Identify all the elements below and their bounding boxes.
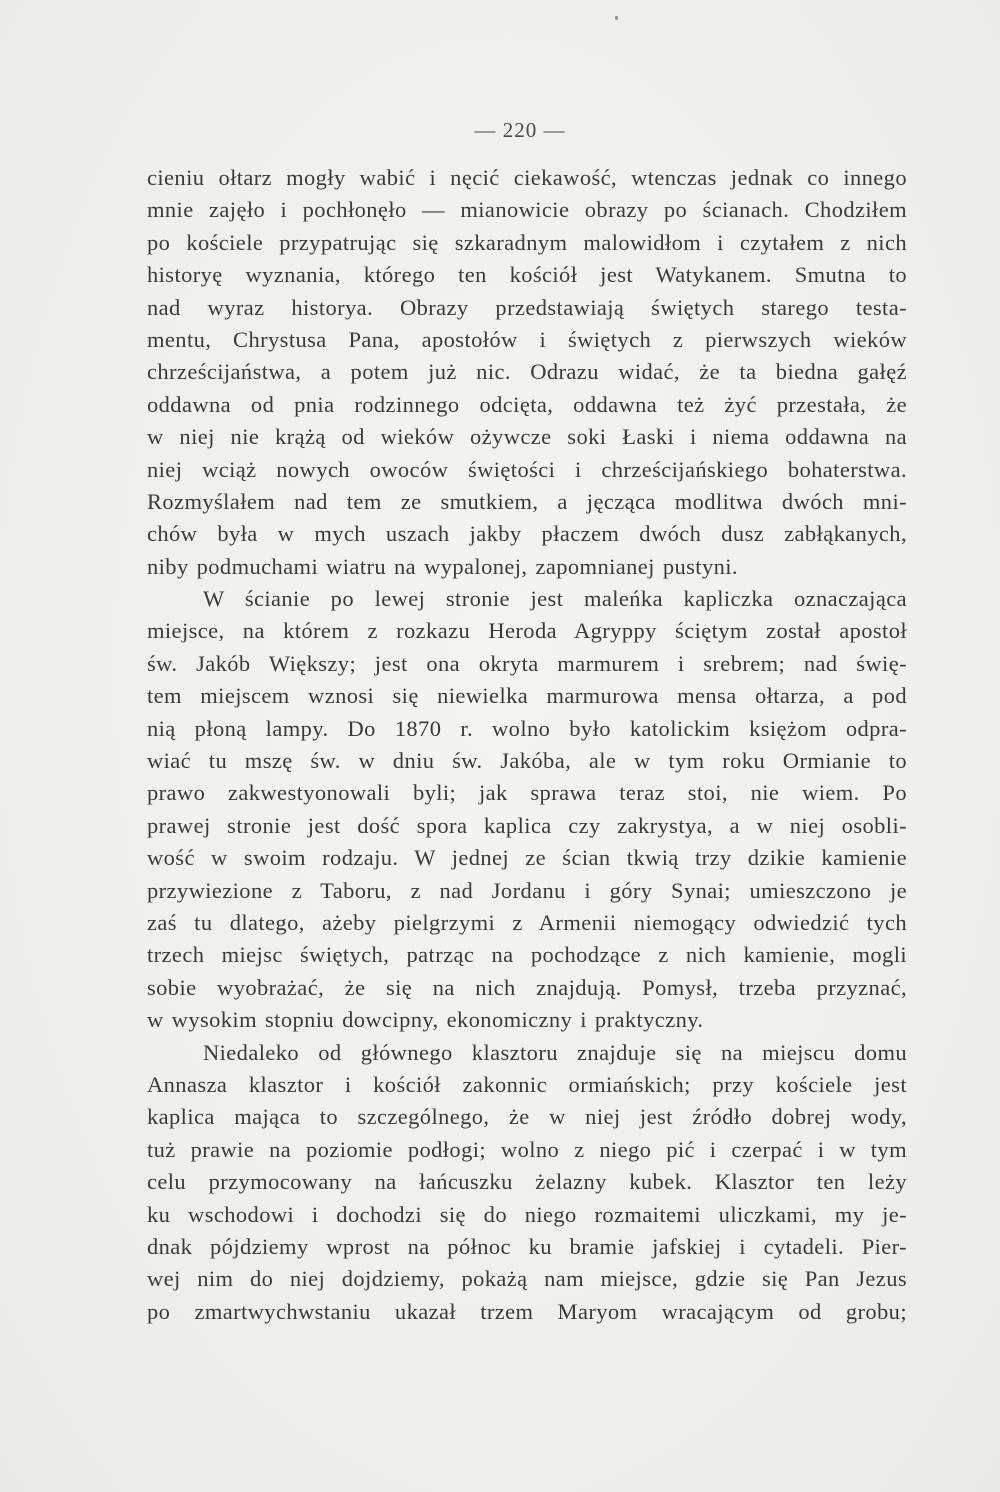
text-line: wej nim do niej dojdziemy, pokażą nam miejsce, gdzie się Pan Jezus: [147, 1266, 907, 1292]
text-line: św. Jakób Większy; jest ona okryta marmurem i srebrem; nad świę-: [147, 650, 907, 676]
text-line: po kościele przypatrując się szkaradnym malowidłom i czytałem z nich: [147, 229, 907, 255]
text-line: trzech miejsc świętych, patrząc na pochodzące z nich kamienie, mogli: [147, 942, 907, 968]
text-line: sobie wyobrażać, że się na nich znajdują. Pomysł, trzeba przyznać,: [147, 974, 907, 1000]
text-line: ku wschodowi i dochodzi się do niego rozmaitemi uliczkami, my je-: [147, 1201, 907, 1227]
text-line: W ścianie po lewej stronie jest maleńka kapliczka oznaczająca: [203, 586, 907, 612]
text-line: tuż prawie na poziomie podłogi; wolno z niego pić i czerpać i w tym: [147, 1136, 907, 1162]
text-line: nad wyraz historya. Obrazy przedstawiają świętych starego testa-: [147, 294, 907, 320]
text-line: dnak pójdziemy wprost na północ ku bramie jafskiej i cytadeli. Pier-: [147, 1233, 907, 1259]
ink-speck: [615, 16, 618, 20]
text-line: tem miejscem wznosi się niewielka marmurowa mensa ołtarza, a pod: [147, 683, 907, 709]
text-line: wiać tu mszę św. w dniu św. Jakóba, ale w tym roku Ormianie to: [147, 748, 907, 774]
text-line: Rozmyślałem nad tem ze smutkiem, a jęcząca modlitwa dwóch mni-: [147, 488, 907, 514]
text-line: niby podmuchami wiatru na wypalonej, zapomnianej pustyni.: [147, 553, 738, 579]
text-line: mnie zajęło i pochłonęło — mianowicie obrazy po ścianach. Chodziłem: [147, 197, 907, 223]
text-line: w wysokim stopniu dowcipny, ekonomiczny i praktyczny.: [147, 1007, 704, 1033]
text-line: kaplica mająca to szczególnego, że w niej jest źródło dobrej wody,: [147, 1104, 907, 1130]
text-line: mentu, Chrystusa Pana, apostołów i świętych z pierwszych wieków: [147, 326, 907, 352]
text-line: Niedaleko od głównego klasztoru znajduje się na miejscu domu: [203, 1039, 907, 1065]
text-line: Annasza klasztor i kościół zakonnic ormiańskich; przy kościele jest: [147, 1071, 907, 1097]
paragraph: [147, 1037, 907, 1329]
text-line: nią płoną lampy. Do 1870 r. wolno było katolickim księżom odpra-: [147, 715, 907, 741]
page-number: — 220 —: [474, 118, 566, 142]
text-line: w niej nie krążą od wieków ożywcze soki Łaski i niema oddawna na: [147, 424, 907, 450]
text-line: cieniu ołtarz mogły wabić i nęcić ciekawość, wtenczas jednak co innego: [147, 165, 907, 190]
text-line: historyę wyznania, którego ten kościół jest Watykanem. Smutna to: [147, 262, 907, 288]
paragraph: [147, 583, 907, 1036]
text-line: wość w swoim rodzaju. W jednej ze ścian tkwią trzy dzikie kamienie: [147, 845, 907, 871]
text-line: niej wciąż nowych owoców świętości i chrześcijańskiego bohaterstwa.: [147, 456, 907, 482]
text-line: oddawna od pnia rodzinnego odcięta, oddawna też żyć przestała, że: [147, 391, 907, 417]
paragraph: [147, 162, 907, 583]
text-line: przywiezione z Taboru, z nad Jordanu i góry Synai; umieszczono je: [147, 877, 907, 903]
text-line: miejsce, na którem z rozkazu Heroda Agryppy ściętym został apostoł: [147, 618, 907, 644]
text-line: prawo zakwestyonowali byli; jak sprawa teraz stoi, nie wiem. Po: [147, 780, 907, 806]
body-text: [147, 162, 907, 1328]
text-line: chów była w mych uszach jakby płaczem dwóch dusz zabłąkanych,: [147, 521, 907, 547]
text-line: celu przymocowany na łańcuszku żelazny kubek. Klasztor ten leży: [147, 1169, 907, 1195]
text-line: chrześcijaństwa, a potem już nic. Odrazu widać, że ta biedna gałęź: [147, 359, 907, 385]
text-line: zaś tu dlatego, ażeby pielgrzymi z Armenii niemogący odwiedzić tych: [147, 909, 907, 935]
text-line: po zmartwychwstaniu ukazał trzem Maryom wracającym od grobu;: [147, 1298, 907, 1324]
text-line: prawej stronie jest dość spora kaplica czy zakrystya, a w niej osobli-: [147, 812, 907, 838]
